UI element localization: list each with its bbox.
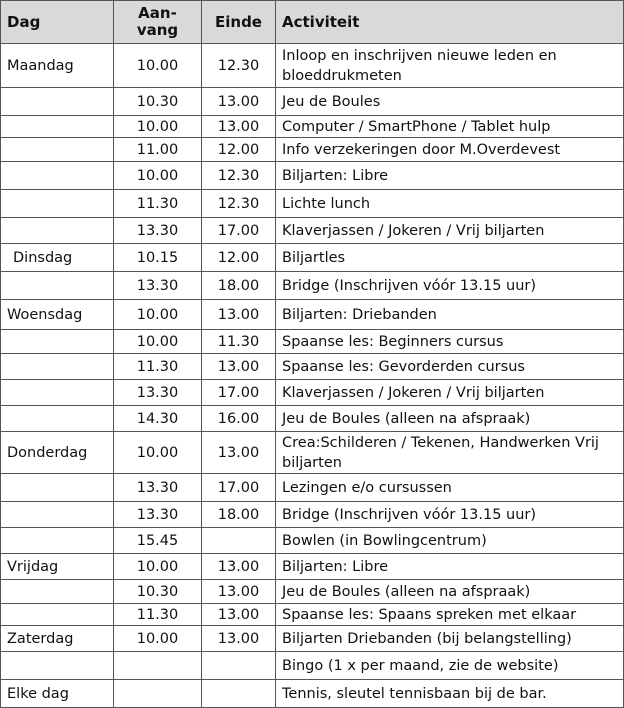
header-activiteit: Activiteit: [276, 1, 624, 44]
day-cell: [1, 580, 114, 604]
start-time-cell: 10.00: [114, 554, 202, 580]
end-time-cell: 16.00: [202, 406, 276, 432]
day-cell: Donderdag: [1, 432, 114, 474]
table-row: [1, 218, 624, 244]
start-time-cell: 15.45: [114, 528, 202, 554]
end-time-cell: 12.30: [202, 44, 276, 88]
end-time-cell: 13.00: [202, 554, 276, 580]
end-time-cell: 13.00: [202, 116, 276, 138]
start-time-cell: 10.00: [114, 330, 202, 354]
table-row: [1, 380, 624, 406]
start-time-cell: 11.30: [114, 354, 202, 380]
activity-cell: Computer / SmartPhone / Tablet hulp: [276, 116, 624, 138]
activity-cell: Lichte lunch: [276, 190, 624, 218]
day-cell: Zaterdag: [1, 626, 114, 652]
end-time-cell: [202, 680, 276, 708]
start-time-cell: 13.30: [114, 218, 202, 244]
header-dag: Dag: [1, 1, 114, 44]
table-row: [1, 580, 624, 604]
table-row: [1, 406, 624, 432]
table-row: [1, 354, 624, 380]
header-aanvang-line2: vang: [136, 21, 179, 39]
table-row: [1, 190, 624, 218]
table-row: [1, 604, 624, 626]
day-cell: Vrijdag: [1, 554, 114, 580]
activity-cell: Biljartles: [276, 244, 624, 272]
table-row: [1, 300, 624, 330]
day-cell: [1, 272, 114, 300]
start-time-cell: 10.15: [114, 244, 202, 272]
day-cell: Maandag: [1, 44, 114, 88]
activity-cell: Bridge (Inschrijven vóór 13.15 uur): [276, 502, 624, 528]
start-time-cell: 10.00: [114, 116, 202, 138]
activity-cell: Jeu de Boules (alleen na afspraak): [276, 580, 624, 604]
activity-cell: Bridge (Inschrijven vóór 13.15 uur): [276, 272, 624, 300]
day-cell: [1, 604, 114, 626]
end-time-cell: 12.30: [202, 190, 276, 218]
activity-cell: Spaanse les: Spaans spreken met elkaar: [276, 604, 624, 626]
table-row: [1, 88, 624, 116]
activity-cell: Klaverjassen / Jokeren / Vrij biljarten: [276, 380, 624, 406]
end-time-cell: 17.00: [202, 474, 276, 502]
activity-cell: Spaanse les: Beginners cursus: [276, 330, 624, 354]
day-cell: [1, 380, 114, 406]
day-cell: [1, 190, 114, 218]
activity-cell: Info verzekeringen door M.Overdevest: [276, 138, 624, 162]
end-time-cell: 17.00: [202, 380, 276, 406]
end-time-cell: 13.00: [202, 626, 276, 652]
end-time-cell: 13.00: [202, 354, 276, 380]
table-row: [1, 680, 624, 708]
day-cell: [1, 88, 114, 116]
table-row: [1, 272, 624, 300]
table-row: [1, 244, 624, 272]
start-time-cell: 11.00: [114, 138, 202, 162]
table-row: [1, 162, 624, 190]
start-time-cell: 10.30: [114, 88, 202, 116]
start-time-cell: 13.30: [114, 502, 202, 528]
start-time-cell: 11.30: [114, 190, 202, 218]
table-row: [1, 116, 624, 138]
end-time-cell: 13.00: [202, 300, 276, 330]
activity-cell: Biljarten: Driebanden: [276, 300, 624, 330]
end-time-cell: 13.00: [202, 604, 276, 626]
start-time-cell: 13.30: [114, 474, 202, 502]
day-cell: [1, 474, 114, 502]
start-time-cell: 10.30: [114, 580, 202, 604]
end-time-cell: 13.00: [202, 580, 276, 604]
activity-cell: Lezingen e/o cursussen: [276, 474, 624, 502]
day-cell: Dinsdag: [1, 244, 114, 272]
day-cell: [1, 116, 114, 138]
end-time-cell: 12.00: [202, 244, 276, 272]
day-cell: [1, 652, 114, 680]
header-einde: Einde: [202, 1, 276, 44]
activity-cell: Jeu de Boules: [276, 88, 624, 116]
day-cell: [1, 138, 114, 162]
start-time-cell: 10.00: [114, 432, 202, 474]
table-row: [1, 44, 624, 88]
table-row: [1, 528, 624, 554]
activity-cell: Inloop en inschrijven nieuwe leden en bloeddrukmeten: [276, 44, 624, 88]
table-row: [1, 330, 624, 354]
table-row: [1, 626, 624, 652]
table-row: [1, 554, 624, 580]
table-row: [1, 652, 624, 680]
day-cell: Woensdag: [1, 300, 114, 330]
end-time-cell: 11.30: [202, 330, 276, 354]
table-row: [1, 502, 624, 528]
activity-cell: Bingo (1 x per maand, zie de website): [276, 652, 624, 680]
day-cell: [1, 502, 114, 528]
header-row: [1, 1, 624, 44]
end-time-cell: [202, 652, 276, 680]
end-time-cell: 17.00: [202, 218, 276, 244]
start-time-cell: 10.00: [114, 162, 202, 190]
day-cell: [1, 354, 114, 380]
start-time-cell: [114, 652, 202, 680]
end-time-cell: 18.00: [202, 502, 276, 528]
table-row: [1, 432, 624, 474]
table-row: [1, 138, 624, 162]
activity-cell: Biljarten Driebanden (bij belangstelling): [276, 626, 624, 652]
start-time-cell: 13.30: [114, 272, 202, 300]
start-time-cell: 14.30: [114, 406, 202, 432]
end-time-cell: 13.00: [202, 432, 276, 474]
activity-cell: Spaanse les: Gevorderden cursus: [276, 354, 624, 380]
start-time-cell: [114, 680, 202, 708]
schedule-body: [1, 44, 624, 708]
end-time-cell: [202, 528, 276, 554]
activity-cell: Bowlen (in Bowlingcentrum): [276, 528, 624, 554]
day-cell: [1, 218, 114, 244]
activity-cell: Jeu de Boules (alleen na afspraak): [276, 406, 624, 432]
header-aanvang-line1: Aan-: [138, 4, 177, 22]
start-time-cell: 11.30: [114, 604, 202, 626]
activity-cell: Biljarten: Libre: [276, 554, 624, 580]
day-cell: [1, 162, 114, 190]
start-time-cell: 10.00: [114, 626, 202, 652]
day-cell: [1, 406, 114, 432]
header-aanvang: [114, 1, 202, 44]
start-time-cell: 13.30: [114, 380, 202, 406]
activity-cell: Crea:Schilderen / Tekenen, Handwerken Vrij biljarten: [276, 432, 624, 474]
end-time-cell: 12.30: [202, 162, 276, 190]
start-time-cell: 10.00: [114, 300, 202, 330]
activity-cell: Tennis, sleutel tennisbaan bij de bar.: [276, 680, 624, 708]
end-time-cell: 12.00: [202, 138, 276, 162]
activity-cell: Biljarten: Libre: [276, 162, 624, 190]
day-cell: [1, 528, 114, 554]
activity-cell: Klaverjassen / Jokeren / Vrij biljarten: [276, 218, 624, 244]
day-cell: Elke dag: [1, 680, 114, 708]
end-time-cell: 18.00: [202, 272, 276, 300]
end-time-cell: 13.00: [202, 88, 276, 116]
day-cell: [1, 330, 114, 354]
table-row: [1, 474, 624, 502]
start-time-cell: 10.00: [114, 44, 202, 88]
